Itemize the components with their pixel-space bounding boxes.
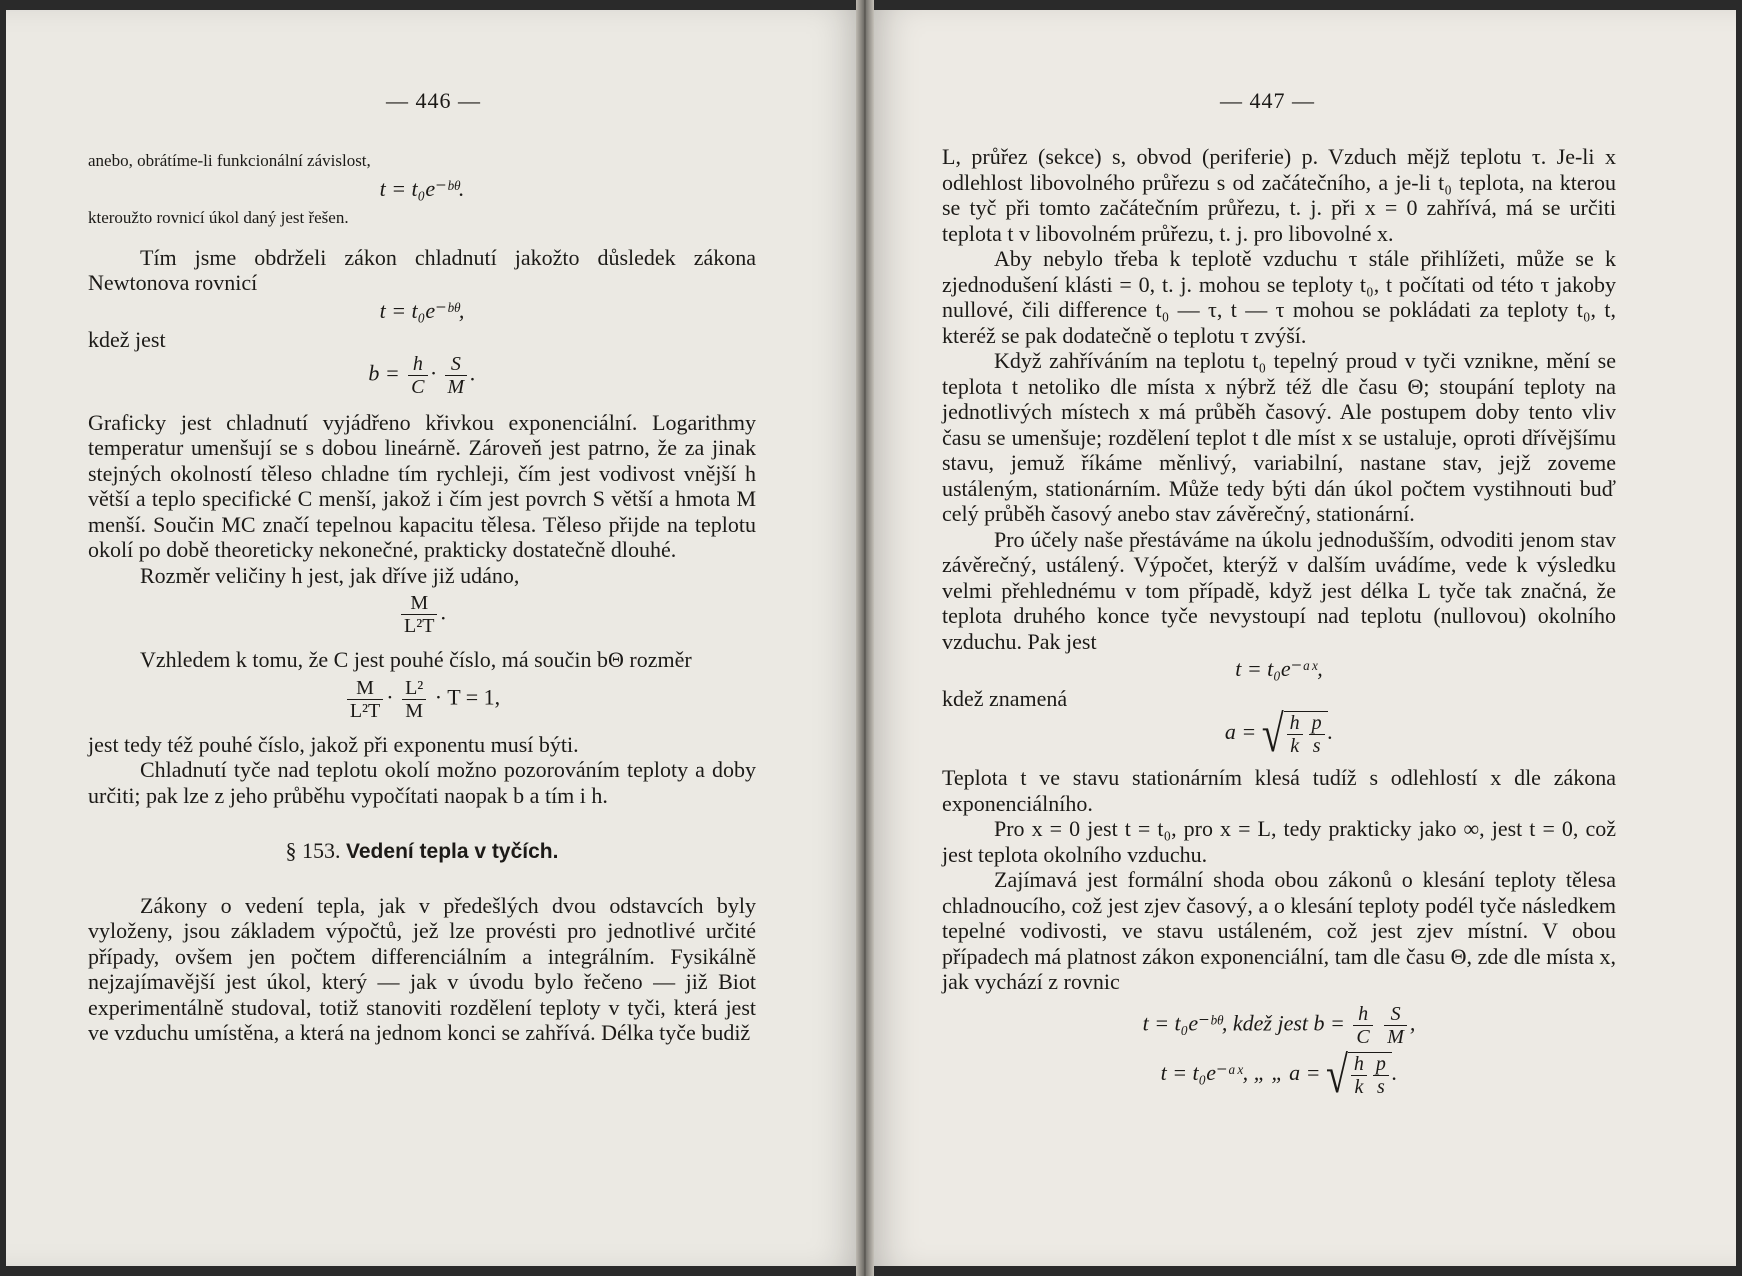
- fraction-numerator: M: [401, 592, 437, 615]
- fraction: [1309, 712, 1325, 757]
- fraction-denominator: C: [411, 375, 425, 398]
- equation: t = t₀e⁻ᵃˣ, „ „ a = √ $\frac{h}{k}$ $\frac{p}{s}$ .: [1160, 1044, 1398, 1104]
- fraction-numerator: p: [1373, 1053, 1389, 1076]
- paragraph: Zákony o vedení tepla, jak v předešlých dvou odstavcích byly vyloženy, jsou základem výpočtů, jež lze provésti pro jednotlivé určité případy, ovšem jen počtem differenciálním a integrálním. Fysikálně nejzajímavější jest úkol, který — jak v úvodu bylo řečeno — již Biot experimentálně studoval, totiž stanoviti rozdělení teploty v tyči, která jest ve vzduchu umístěna, a která na jednom konci se zahřívá. Délka tyče budiž: [88, 892, 756, 1045]
- fraction: [1384, 1003, 1407, 1048]
- equation: a = √ $\frac{h}{k}$ $\frac{p}{s}$ .: [1224, 704, 1334, 763]
- paragraph: Rozměr veličiny h jest, jak dříve již udáno,: [140, 562, 520, 588]
- fraction-denominator: L²T: [404, 615, 435, 637]
- fraction: [1287, 712, 1303, 757]
- fraction-numerator: h: [408, 353, 427, 376]
- paragraph: Vzhledem k tomu, že C jest pouhé číslo, má součin bΘ rozměr: [140, 647, 692, 672]
- equation: t = t₀e⁻ᵇᶿ,: [379, 297, 465, 323]
- fraction-denominator: L²T: [349, 699, 381, 722]
- fraction-denominator: k: [1290, 735, 1300, 757]
- section-title: Vedení tepla v tyčích.: [346, 840, 559, 863]
- paragraph: Pro x = 0 jest t = t₀, pro x = L, tedy prakticky jako ∞, jest t = 0, což jest teplota okolního vzduchu.: [942, 816, 1616, 867]
- paragraph: L, průřez (sekce) s, obvod (periferie) p. Vzduch mějž teplotu τ. Je-li x odlehlost libovolného průřezu s od začátečního, a je-li t₀ teplota, na kterou se tyč při tomto začátečním průřezu, t. j. při x = 0 zahřívá, má se určiti teplota t v libovolném průřezu, t. j. pro libovolné x.: [942, 144, 1616, 246]
- equation-lhs: b =: [368, 360, 400, 386]
- fraction-numerator: p: [1309, 712, 1325, 735]
- section-heading: [88, 838, 756, 865]
- fraction-numerator: S: [445, 353, 468, 376]
- paragraph: Chladnutí tyče nad teplotu okolí možno pozorováním teploty a doby určiti; pak lze z jeho průběhu vypočítati naopak b a tím i h.: [88, 757, 756, 808]
- paragraph: anebo, obrátíme-li funkcionální závislost,: [88, 151, 371, 170]
- right-page: [868, 10, 1736, 1266]
- fraction-denominator: s: [1377, 1075, 1385, 1098]
- equation: $\frac{M}{\text{L²T}}$ · $\frac{\text{L²}}{M}$ · T = 1,: [88, 677, 756, 722]
- fraction: [347, 677, 383, 722]
- page-number: — 446 —: [386, 88, 481, 113]
- equation: t = t₀e⁻ᵃˣ,: [1235, 656, 1323, 681]
- equation-lhs: a =: [1224, 719, 1257, 745]
- fraction-denominator: M: [1387, 1025, 1404, 1048]
- paragraph: Teplota t ve stavu stationárním klesá tudíž s odlehlostí x dle zákona exponenciálního.: [942, 765, 1616, 816]
- paragraph: jest tedy též pouhé číslo, jakož při exponentu musí býti.: [88, 731, 579, 757]
- fraction: [402, 677, 426, 722]
- equation: b = $\frac{h}{C}$ · $\frac{S}{M}$ .: [368, 352, 476, 398]
- paragraph: kteroužto rovnicí úkol daný jest řešen.: [88, 208, 349, 227]
- equation: t = t₀e⁻ᵇᶿ, kdež jest b = $\frac{h}{C}$ $\frac{S}{M}$ ,: [1142, 1002, 1416, 1048]
- fraction: [1351, 1053, 1367, 1098]
- fraction-numerator: L²: [402, 677, 426, 700]
- fraction-denominator: s: [1312, 735, 1321, 757]
- page-body: [88, 148, 756, 1046]
- equation: t = t₀e⁻ᵇᶿ.: [379, 175, 465, 201]
- left-page: [6, 10, 864, 1266]
- paragraph: Zajímavá jest formální shoda obou zákonů o klesání teploty tělesa chladnoucího, což jest zjev časový, a o klesání teploty podél tyče následkem tepelné vodivosti, ve stavu ustáleném, což jest zjev místní. V obou případech má platnost zákon exponenciální, tam dle času Θ, zde dle místa x, jak vychází z rovnic: [942, 867, 1616, 994]
- fraction: [1353, 1003, 1372, 1048]
- fraction-denominator: M: [405, 699, 424, 722]
- page-body: [942, 144, 1616, 1102]
- fraction-numerator: h: [1351, 1053, 1367, 1076]
- fraction: [408, 353, 427, 398]
- square-root: [1325, 1044, 1392, 1104]
- fraction-numerator: h: [1353, 1003, 1372, 1026]
- fraction-numerator: S: [1384, 1003, 1407, 1026]
- fraction-numerator: M: [347, 677, 383, 700]
- paragraph: Graficky jest chladnutí vyjádřeno křivkou exponenciální. Logarithmy temperatur umenšují se s dobou lineárně. Zároveň jest patrno, že za jinak stejných okolností těleso chladne tím rychleji, čím jest vodivost vnější h větší a teplo specifické C menší, jakož i čím jest povrch S větší a hmota M menší. Součin MC značí tepelnou kapacitu tělesa. Těleso přijde na teplotu okolí po době theoreticky nekonečné, prakticky dostatečně dlouhé.: [88, 409, 756, 562]
- fraction-denominator: k: [1354, 1075, 1364, 1098]
- paragraph: Tím jsme obdrželi zákon chladnutí jakožto důsledek zákona Newtonova rovnicí: [88, 244, 756, 295]
- fraction: [401, 592, 437, 637]
- paragraph: Aby nebylo třeba k teplotě vzduchu τ stále přihlížeti, může se k zjednodušení klásti = 0, t. j. mohou se teploty t₀, t počítati od této τ jakoby nullové, čili difference t₀ — τ, t — τ mohou se pokládati za teploty t₀, t, kteréž se pak dodatečně o teplotu τ zvýší.: [942, 246, 1616, 348]
- paragraph: kdež znamená: [942, 685, 1068, 711]
- page-number: — 447 —: [1220, 88, 1315, 113]
- paragraph: kdež jest: [88, 327, 166, 352]
- section-number: § 153.: [285, 838, 341, 863]
- radical-sign: √: [1261, 704, 1284, 763]
- fraction-numerator: h: [1287, 712, 1303, 735]
- fraction: [445, 353, 468, 398]
- equation: $\frac{M}{\text{L²T}}$ .: [88, 592, 756, 637]
- equation-rest: · T = 1,: [434, 684, 501, 710]
- radicand: [1348, 1052, 1392, 1098]
- radical-sign: √: [1325, 1044, 1348, 1104]
- paragraph: Pro účely naše přestáváme na úkolu jednodušším, odvoditi jenom stav závěrečný, ustálený. Výpočet, kterýž v dalším uvádíme, vede k výsledku velmi přehlednému v tom případě, když jest délka L tyče tak značná, že teplota druhého konce tyče nevystoupí nad teplotu (nullovou) okolního vzduchu. Pak jest: [942, 526, 1616, 654]
- fraction: [1373, 1053, 1389, 1098]
- radicand: [1284, 711, 1328, 757]
- fraction-denominator: M: [447, 375, 465, 398]
- fraction-denominator: C: [1356, 1025, 1370, 1048]
- book-gutter: [856, 0, 874, 1276]
- paragraph: Když zahříváním na teplotu t₀ tepelný proud v tyči vznikne, mění se teplota t netoliko dle místa x nýbrž též dle času Θ; stoupání teploty na jednotlivých místech x má průběh časový. Ale postupem doby tento vliv času se umenšuje; rozdělení teplot t dle míst x se ustaluje, oproti dřívějšímu stavu, jemuž říkáme měnlivý, variabilní, nastane stav, jejž zoveme ustáleným, stationárním. Může tedy býti dán úkol počtem vystihnouti buď celý průběh časový anebo stav závěrečný, stationární.: [942, 348, 1616, 526]
- equation-text: t = t₀e⁻ᵃˣ, „ „ a =: [1160, 1059, 1321, 1085]
- equation-text: t = t₀e⁻ᵇᶿ, kdež jest b =: [1142, 1010, 1345, 1036]
